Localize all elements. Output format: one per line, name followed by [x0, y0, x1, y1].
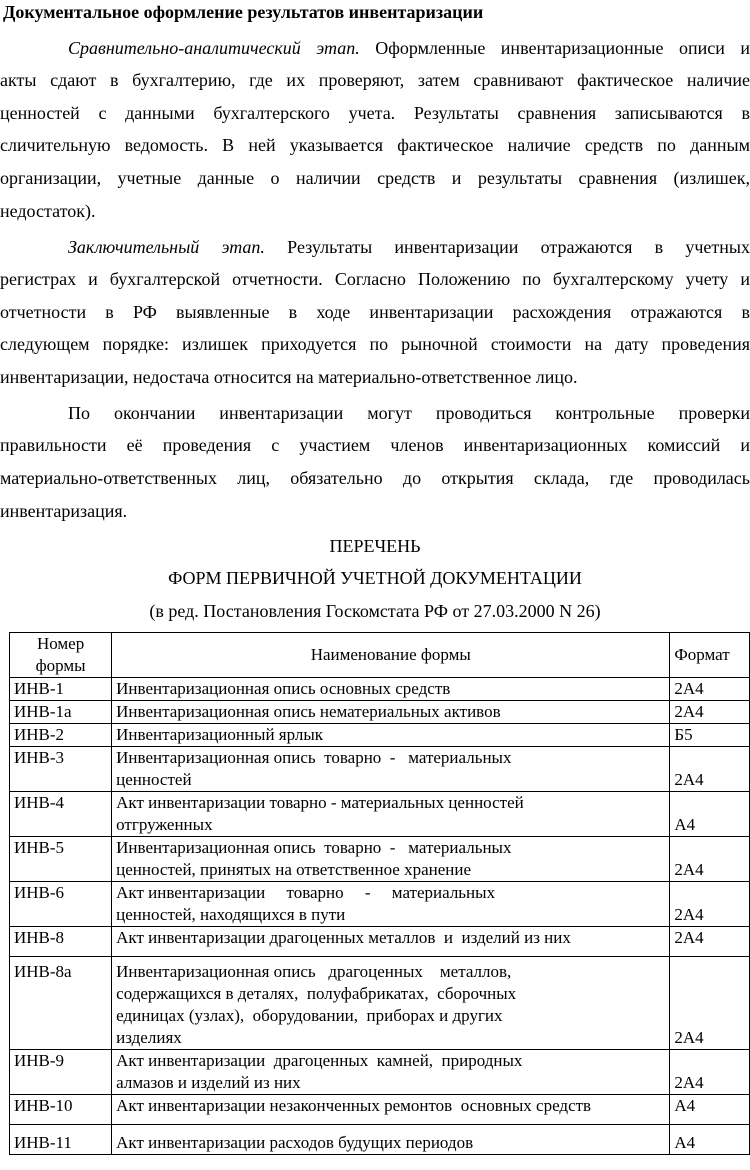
- form-format: А4: [670, 1095, 750, 1125]
- table-row: [10, 927, 750, 957]
- table-header-row: [10, 633, 750, 678]
- form-number: ИНВ-1а: [10, 701, 112, 724]
- paragraph-2-line-3: отчетности в РФ выявленные в ходе инвентаризации расхождения отражаются в: [0, 302, 750, 322]
- paragraph-1-line-3: ценностей с данными бухгалтерского учета. Результаты сравнения записываются в: [0, 103, 750, 123]
- form-format: 2А4: [670, 1050, 750, 1095]
- form-format: 2А4: [670, 747, 750, 792]
- table-row: [10, 1095, 750, 1125]
- form-number: ИНВ-8а: [10, 957, 112, 1050]
- header-form-name: Наименование формы: [112, 633, 670, 678]
- paragraph-3-line-1: По окончании инвентаризации могут проводиться контрольные проверки: [68, 403, 750, 423]
- form-name: Инвентаризационная опись товарно - материальных ценностей: [112, 747, 670, 792]
- form-number: ИНВ-11: [10, 1125, 112, 1155]
- form-format: 2А4: [670, 957, 750, 1050]
- form-name: Акт инвентаризации драгоценных камней, природных алмазов и изделий из них: [112, 1050, 670, 1095]
- form-format: 2А4: [670, 837, 750, 882]
- table-row: [10, 882, 750, 927]
- form-name: Инвентаризационный ярлык: [112, 724, 670, 747]
- table-row: [10, 747, 750, 792]
- table-row: [10, 678, 750, 701]
- paragraph-3-line-2: правильности её проведения с участием членов инвентаризационных комиссий и: [0, 435, 750, 455]
- header-form-format: Формат: [670, 633, 750, 678]
- form-format: Б5: [670, 724, 750, 747]
- header-form-number: Номер формы: [10, 633, 112, 678]
- table-row: [10, 837, 750, 882]
- table-body: [10, 678, 750, 1155]
- form-name: Инвентаризационная опись товарно - материальных ценностей, принятых на ответственное хранение: [112, 837, 670, 882]
- paragraph-3-line-4: инвентаризация.: [0, 501, 128, 521]
- form-number: ИНВ-10: [10, 1095, 112, 1125]
- list-subtitle: ФОРМ ПЕРВИЧНОЙ УЧЕТНОЙ ДОКУМЕНТАЦИИ: [168, 568, 582, 588]
- forms-table: [9, 632, 750, 1155]
- paragraph-1-line-6: недостаток).: [0, 201, 96, 221]
- form-format: 2А4: [670, 678, 750, 701]
- form-name: Инвентаризационная опись основных средств: [112, 678, 670, 701]
- paragraph-1-line-1: Сравнительно-аналитический этап. Оформленные инвентаризационные описи и: [68, 38, 750, 58]
- form-number: ИНВ-6: [10, 882, 112, 927]
- table-row: [10, 792, 750, 837]
- table-row: [10, 724, 750, 747]
- form-number: ИНВ-3: [10, 747, 112, 792]
- list-edition-note: (в ред. Постановления Госкомстата РФ от 27.03.2000 N 26): [149, 601, 601, 621]
- form-number: ИНВ-9: [10, 1050, 112, 1095]
- paragraph-2-lead: Заключительный этап.: [68, 237, 265, 257]
- paragraph-2-line-1: Заключительный этап. Результаты инвентаризации отражаются в учетных: [68, 237, 750, 257]
- paragraph-1-line-4: сличительную ведомость. В ней указывается фактическое наличие средств по данным: [0, 135, 750, 155]
- paragraph-2-line-2: регистрах и бухгалтерской отчетности. Согласно Положению по бухгалтерскому учету и: [0, 269, 750, 289]
- paragraph-2-line-5: инвентаризации, недостача относится на материально-ответственное лицо.: [0, 367, 578, 387]
- table-row: [10, 701, 750, 724]
- paragraph-1-lead: Сравнительно-аналитический этап.: [68, 38, 360, 58]
- section-heading: Документальное оформление результатов инвентаризации: [3, 2, 484, 22]
- form-format: 2А4: [670, 882, 750, 927]
- list-title: ПЕРЕЧЕНЬ: [329, 536, 421, 556]
- form-name: Инвентаризационная опись драгоценных металлов, содержащихся в деталях, полуфабрикатах, сборочных единицах (узлах), оборудовании, приборах и других изделиях: [112, 957, 670, 1050]
- table-row: [10, 957, 750, 1050]
- paragraph-1-line-2: акты сдают в бухгалтерию, где их проверяют, затем сравнивают фактическое наличие: [0, 70, 750, 90]
- form-name: Акт инвентаризации незаконченных ремонтов основных средств: [112, 1095, 670, 1125]
- form-name: Акт инвентаризации расходов будущих периодов: [112, 1125, 670, 1155]
- form-number: ИНВ-4: [10, 792, 112, 837]
- form-name: Акт инвентаризации товарно - материальных ценностей, находящихся в пути: [112, 882, 670, 927]
- table-row: [10, 1050, 750, 1095]
- form-format: А4: [670, 792, 750, 837]
- form-number: ИНВ-8: [10, 927, 112, 957]
- form-number: ИНВ-1: [10, 678, 112, 701]
- form-number: ИНВ-2: [10, 724, 112, 747]
- paragraph-3-line-3: материально-ответственных лиц, обязательно до открытия склада, где проводилась: [0, 468, 750, 488]
- form-number: ИНВ-5: [10, 837, 112, 882]
- form-name: Инвентаризационная опись нематериальных активов: [112, 701, 670, 724]
- form-format: 2А4: [670, 701, 750, 724]
- form-format: А4: [670, 1125, 750, 1155]
- form-format: 2А4: [670, 927, 750, 957]
- paragraph-1-line-5: организации, учетные данные о наличии средств и результаты сравнения (излишек,: [0, 168, 750, 188]
- form-name: Акт инвентаризации товарно - материальных ценностей отгруженных: [112, 792, 670, 837]
- paragraph-2-line-4: следующем порядке: излишек приходуется по рыночной стоимости на дату проведения: [0, 334, 750, 354]
- table-row: [10, 1125, 750, 1155]
- form-name: Акт инвентаризации драгоценных металлов и изделий из них: [112, 927, 670, 957]
